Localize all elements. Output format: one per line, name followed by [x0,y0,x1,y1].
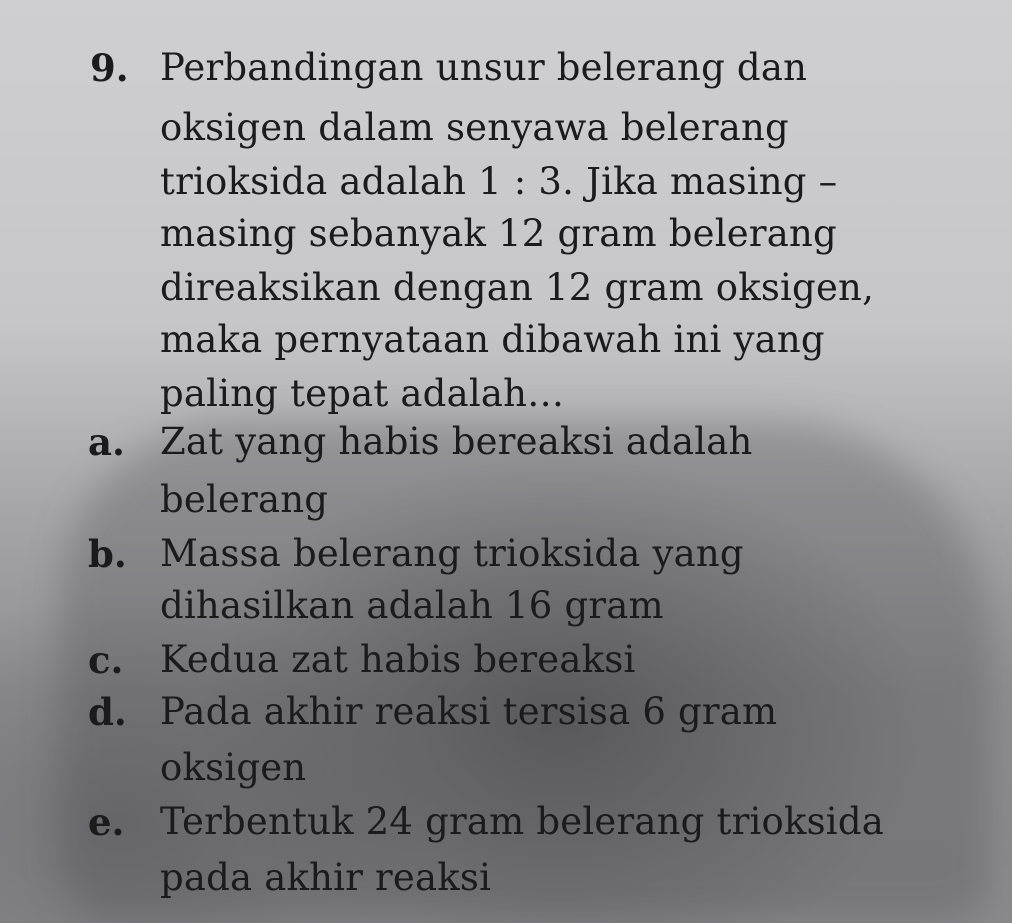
option-e-line-1: Terbentuk 24 gram belerang trioksida [160,800,884,843]
option-b-letter: b. [88,532,127,576]
option-a-letter: a. [88,420,125,464]
question-line-3: trioksida adalah 1 : 3. Jika masing – [160,160,838,203]
option-d-letter: d. [88,690,127,734]
question-line-7: paling tepat adalah… [160,372,565,415]
question-line-5: direaksikan dengan 12 gram oksigen, [160,266,875,309]
option-d-line-1: Pada akhir reaksi tersisa 6 gram [160,690,778,733]
option-d-line-2: oksigen [160,746,307,789]
question-line-2: oksigen dalam senyawa belerang [160,106,789,149]
question-line-1: Perbandingan unsur belerang dan [160,46,808,89]
option-c-line-1: Kedua zat habis bereaksi [160,638,636,681]
question-number: 9. [90,46,129,90]
option-a-line-2: belerang [160,478,329,521]
option-b-line-2: dihasilkan adalah 16 gram [160,584,664,627]
option-a-line-1: Zat yang habis bereaksi adalah [160,420,753,463]
option-e-letter: e. [88,800,125,844]
question-line-6: maka pernyataan dibawah ini yang [160,318,825,361]
option-c-letter: c. [88,638,124,682]
option-e-line-2: pada akhir reaksi [160,856,492,899]
question-line-4: masing sebanyak 12 gram belerang [160,212,837,255]
option-b-line-1: Massa belerang trioksida yang [160,532,744,575]
